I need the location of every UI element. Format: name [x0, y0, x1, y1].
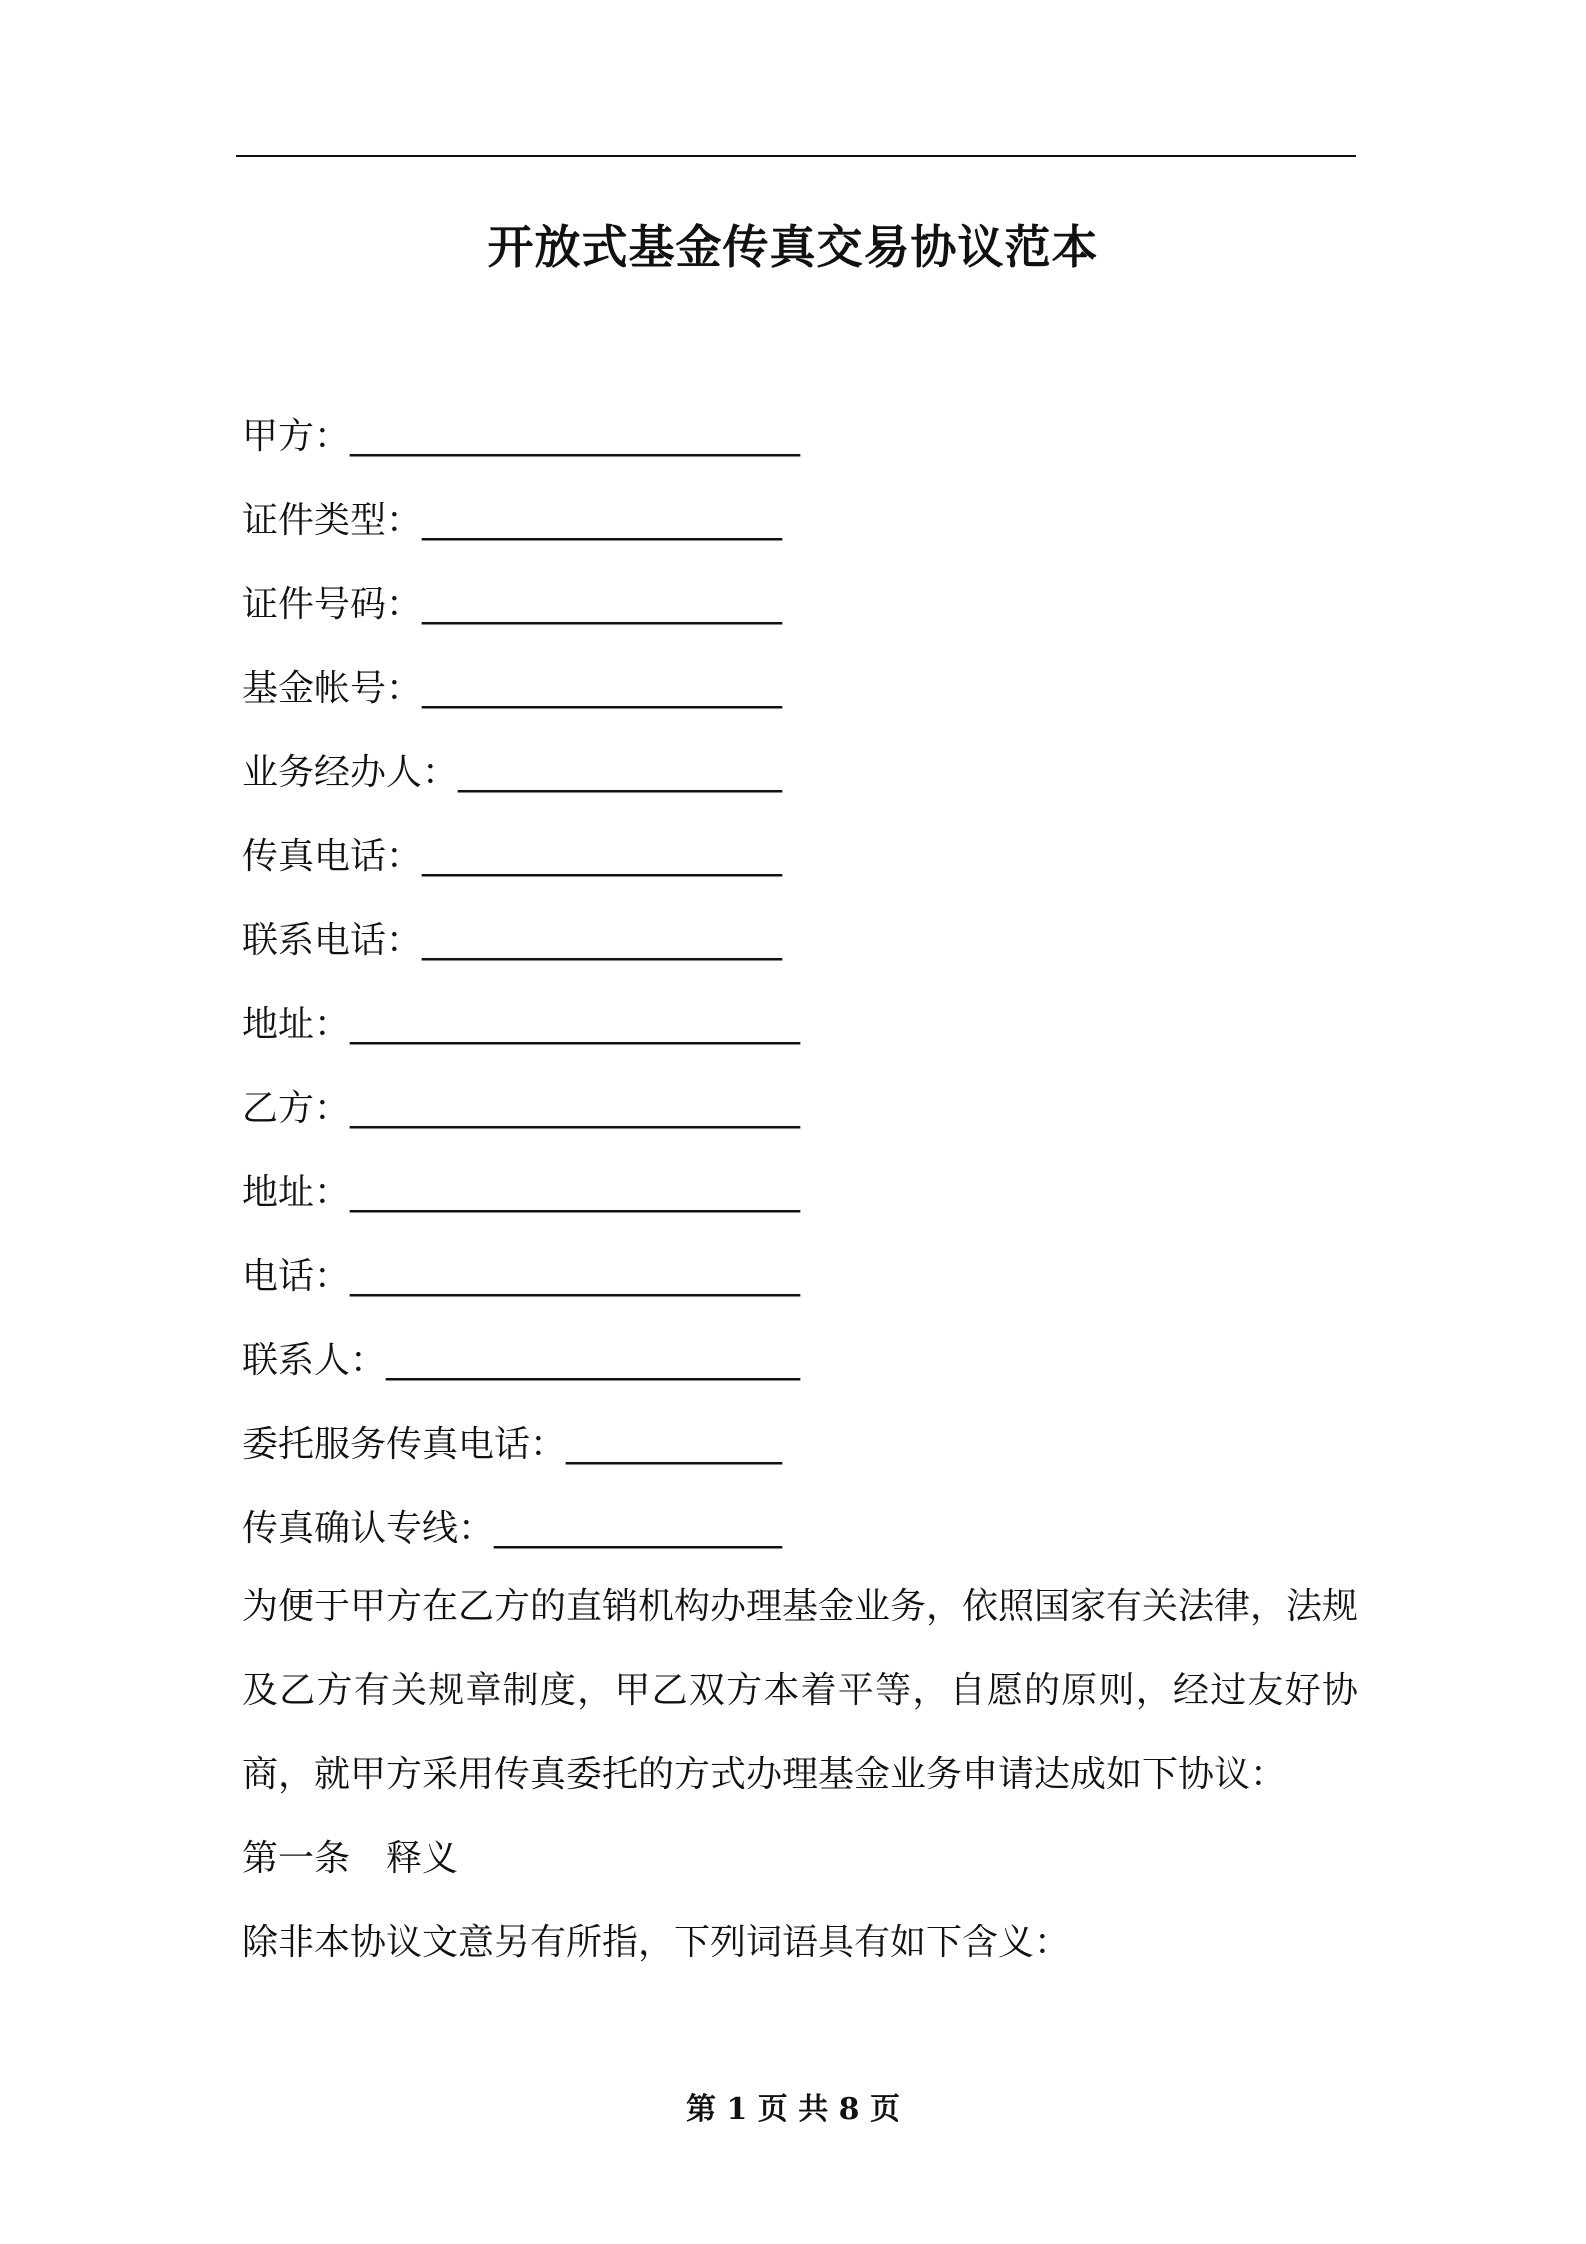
field-blank: ____________________: [422, 920, 783, 961]
field-phone-b: [242, 1245, 1362, 1329]
intro-paragraph: 为便于甲方在乙方的直销机构办理基金业务，依照国家有关法律，法规及乙方有关规章制度，甲乙双方本着平等，自愿的原则，经过友好协商，就甲方采用传真委托的方式办理基金业务申请达成如下协议：: [242, 1586, 1359, 1795]
field-blank: ____________________: [422, 500, 783, 541]
field-label: 联系电话：: [242, 920, 423, 961]
field-label: 基金帐号：: [242, 668, 423, 709]
field-address-b: [242, 1161, 1362, 1245]
field-label: 传真确认专线：: [242, 1508, 495, 1549]
field-address-a: [242, 993, 1362, 1077]
field-service-fax: [242, 1413, 1362, 1497]
field-blank: ____________: [566, 1424, 783, 1465]
field-fund-account: [242, 657, 1362, 741]
field-contact-person: [242, 1329, 1362, 1413]
page-footer: 第 1 页 共 8 页: [686, 2092, 900, 2127]
field-label: 电话：: [242, 1256, 351, 1297]
field-label: 联系人：: [242, 1340, 387, 1381]
field-blank: _________________________: [350, 1256, 801, 1297]
field-label: 委托服务传真电话：: [242, 1424, 567, 1465]
field-party-b: [242, 1077, 1362, 1161]
field-id-number: [242, 573, 1362, 657]
article-heading: 第一条 释义: [242, 1838, 459, 1879]
field-blank: ____________________: [422, 836, 783, 877]
document-body: [242, 1565, 1358, 1985]
field-label: 证件类型：: [242, 500, 423, 541]
header-rule: [236, 155, 1356, 157]
party-info-fields: [242, 405, 1362, 1581]
field-blank: _________________________: [350, 1088, 801, 1129]
field-label: 证件号码：: [242, 584, 423, 625]
definition-intro: 除非本协议文意另有所指，下列词语具有如下含义：: [242, 1922, 1071, 1963]
field-blank: ____________________: [422, 584, 783, 625]
field-label: 乙方：: [242, 1088, 351, 1129]
field-fax: [242, 825, 1362, 909]
field-blank: _______________________: [386, 1340, 801, 1381]
field-blank: ____________________: [422, 668, 783, 709]
field-blank: _________________________: [350, 1172, 801, 1213]
field-label: 业务经办人：: [242, 752, 459, 793]
field-blank: __________________: [458, 752, 783, 793]
field-blank: _________________________: [350, 1004, 801, 1045]
field-label: 地址：: [242, 1004, 351, 1045]
document-title: 开放式基金传真交易协议范本: [487, 220, 1099, 274]
field-blank: ________________: [494, 1508, 783, 1549]
field-id-type: [242, 489, 1362, 573]
field-label: 传真电话：: [242, 836, 423, 877]
field-blank: _________________________: [350, 416, 801, 457]
field-label: 甲方：: [242, 416, 351, 457]
field-handler: [242, 741, 1362, 825]
field-party-a: [242, 405, 1362, 489]
field-label: 地址：: [242, 1172, 351, 1213]
field-contact-phone: [242, 909, 1362, 993]
